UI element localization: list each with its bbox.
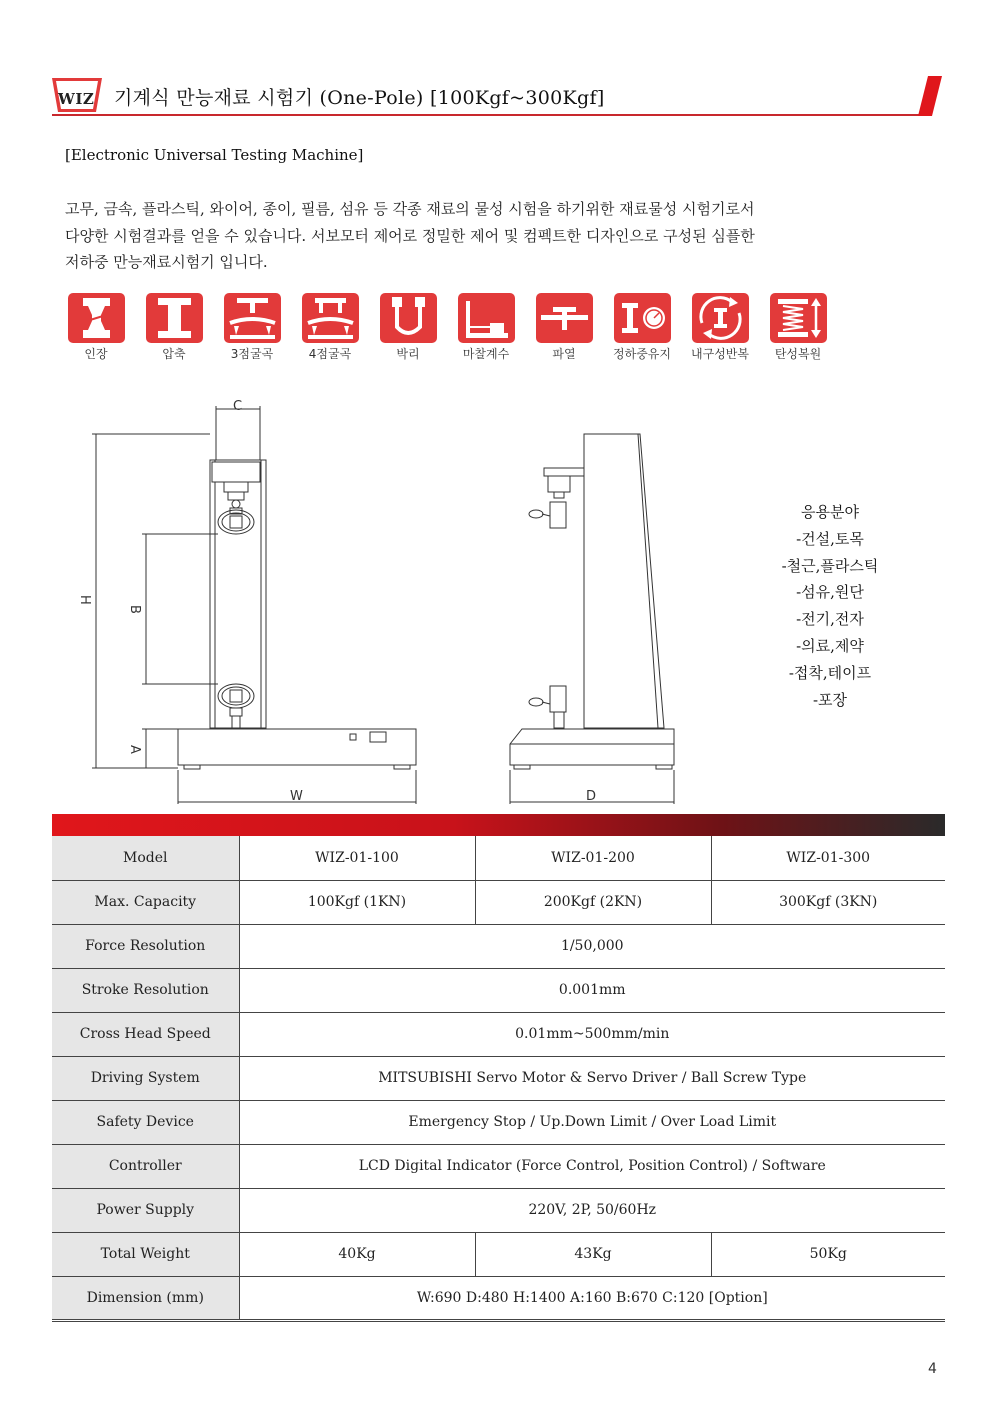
row-label-weight: Total Weight [52,1232,239,1276]
wiz-logo [52,78,102,112]
test-type-tension [65,293,127,362]
spec-table [52,836,945,1322]
machine-technical-drawing [52,392,692,812]
capacity-value: 100Kgf (1KN) [239,880,475,924]
model-value: WIZ-01-100 [239,836,475,880]
dim-label-h: H [77,595,92,605]
row-label-force-resolution: Force Resolution [52,924,239,968]
icon-label: 박리 [396,347,420,361]
application-item: -의료,제약 [796,636,864,655]
durability-cycle-icon [692,293,749,343]
dim-label-a: A [127,745,142,754]
row-label-dimension: Dimension (mm) [52,1276,239,1320]
test-type-three-point-bend [221,293,283,362]
model-value: WIZ-01-200 [475,836,711,880]
four-point-bend-icon [302,293,359,343]
row-label-speed: Cross Head Speed [52,1012,239,1056]
dim-label-d: D [586,789,597,804]
header-slash-decoration [918,76,942,116]
test-type-static-load [611,293,673,362]
icon-label: 탄성복원 [774,347,822,361]
table-row [52,1100,945,1144]
header-rule [52,114,927,116]
logo-text: WIZ [58,90,95,108]
row-label-stroke-resolution: Stroke Resolution [52,968,239,1012]
application-item: -건설,토목 [796,529,864,548]
icon-label: 정하중유지 [613,347,671,361]
capacity-value: 300Kgf (3KN) [711,880,945,924]
spec-table-header-bar [52,814,945,836]
row-label-driving: Driving System [52,1056,239,1100]
application-item: -접착,테이프 [788,663,872,682]
row-label-capacity: Max. Capacity [52,880,239,924]
burst-icon [536,293,593,343]
table-row [52,1144,945,1188]
compression-icon [146,293,203,343]
application-item: -철근,플라스틱 [781,556,879,575]
test-type-icons [65,293,845,365]
row-label-power: Power Supply [52,1188,239,1232]
application-item: -전기,전자 [796,610,864,629]
elastic-recovery-icon [770,293,827,343]
application-fields [760,499,900,713]
icon-label: 내구성반복 [691,347,749,361]
table-row [52,1012,945,1056]
static-load-icon [614,293,671,343]
peel-icon [380,293,437,343]
dim-label-b: B [127,605,142,614]
row-label-safety: Safety Device [52,1100,239,1144]
driving-value: MITSUBISHI Servo Motor & Servo Driver / Ball Screw Type [239,1056,945,1100]
model-value: WIZ-01-300 [711,836,945,880]
icon-label: 4점굴곡 [308,347,352,361]
friction-icon [458,293,515,343]
dim-label-c: C [233,399,243,414]
icon-label: 3점굴곡 [230,347,274,361]
table-row [52,1056,945,1100]
tension-icon [68,293,125,343]
product-description [65,196,905,276]
table-row [52,1188,945,1232]
table-row [52,1276,945,1320]
test-type-friction [455,293,517,362]
application-item: -섬유,원단 [796,583,864,602]
page-header [52,74,942,118]
power-value: 220V, 2P, 50/60Hz [239,1188,945,1232]
test-type-four-point-bend [299,293,361,362]
force-resolution-value: 1/50,000 [239,924,945,968]
icon-label: 압축 [162,347,186,361]
icon-label: 인장 [84,347,108,361]
three-point-bend-icon [224,293,281,343]
description-line: 고무, 금속, 플라스틱, 와이어, 종이, 필름, 섬유 등 각종 재료의 물성 시험을 하기위한 재료물성 시험기로서 [65,200,755,218]
table-row [52,836,945,880]
page-title: 기계식 만능재료 시험기 (One-Pole) [100Kgf~300Kgf] [114,87,605,109]
stroke-resolution-value: 0.001mm [239,968,945,1012]
test-type-compression [143,293,205,362]
dim-label-w: W [290,789,303,804]
weight-value: 50Kg [711,1232,945,1276]
row-label-model: Model [52,836,239,880]
icon-label: 마찰계수 [462,347,510,361]
product-subtitle: [Electronic Universal Testing Machine] [65,146,364,164]
test-type-durability [689,293,751,362]
test-type-burst [533,293,595,362]
speed-value: 0.01mm~500mm/min [239,1012,945,1056]
weight-value: 43Kg [475,1232,711,1276]
row-label-controller: Controller [52,1144,239,1188]
page-number: 4 [928,1361,937,1377]
capacity-value: 200Kgf (2KN) [475,880,711,924]
test-type-peel [377,293,439,362]
application-item: -포장 [812,690,848,709]
table-row [52,1232,945,1276]
table-row [52,880,945,924]
application-title: 응용분야 [801,503,859,521]
description-line: 저하중 만능재료시험기 입니다. [65,253,268,271]
icon-label: 파열 [552,347,576,361]
safety-value: Emergency Stop / Up.Down Limit / Over Load Limit [239,1100,945,1144]
weight-value: 40Kg [239,1232,475,1276]
table-row [52,968,945,1012]
test-type-elastic-recovery [767,293,829,362]
controller-value: LCD Digital Indicator (Force Control, Position Control) / Software [239,1144,945,1188]
dimension-value: W:690 D:480 H:1400 A:160 B:670 C:120 [Option] [239,1276,945,1320]
table-row [52,924,945,968]
description-line: 다양한 시험결과를 얻을 수 있습니다. 서보모터 제어로 정밀한 제어 및 컴펙트한 디자인으로 구성된 심플한 [65,226,755,245]
